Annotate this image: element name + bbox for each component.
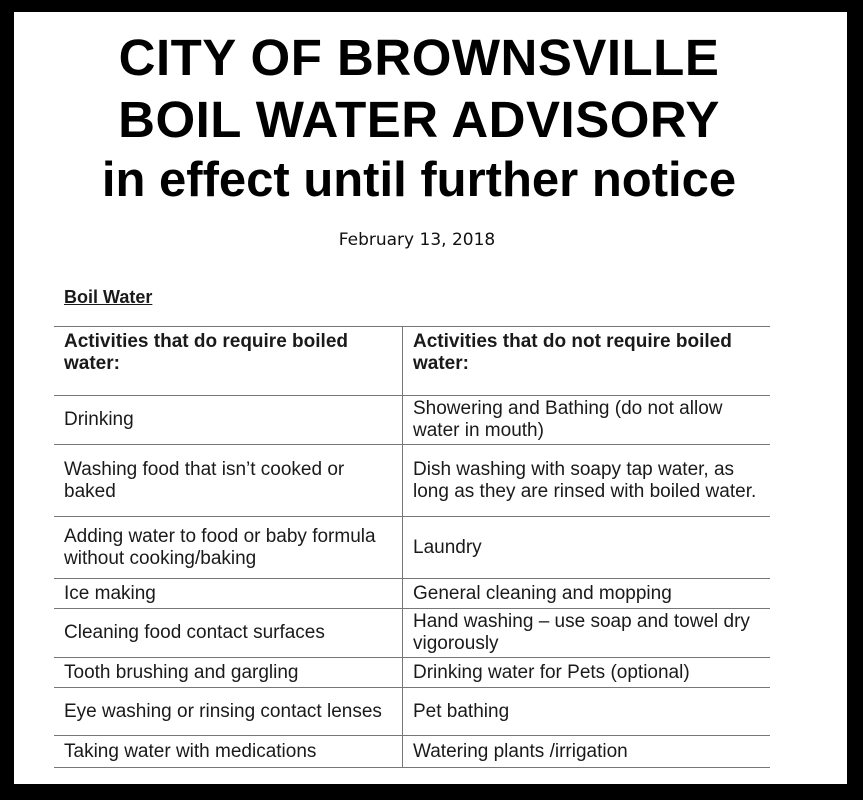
require-boiled-cell: Tooth brushing and gargling (54, 658, 403, 688)
title-line-2: BOIL WATER ADVISORY (118, 91, 720, 148)
not-require-boiled-cell: General cleaning and mopping (403, 579, 771, 609)
header-not-require-boiled: Activities that do not require boiled water: (403, 327, 771, 396)
table-row (54, 396, 770, 445)
notice-date: February 13, 2018 (338, 230, 496, 250)
require-boiled-cell: Drinking (54, 396, 403, 445)
require-boiled-cell: Ice making (54, 579, 403, 609)
table-row (54, 736, 770, 768)
section-title: Boil Water (64, 287, 153, 307)
table-row (54, 609, 770, 658)
require-boiled-cell: Adding water to food or baby formula without cooking/baking (54, 517, 403, 579)
not-require-boiled-cell: Pet bathing (403, 688, 771, 736)
notice-page (14, 12, 847, 784)
require-boiled-cell: Cleaning food contact surfaces (54, 609, 403, 658)
activities-table (54, 326, 770, 768)
not-require-boiled-cell: Dish washing with soapy tap water, as long as they are rinsed with boiled water. (403, 445, 771, 517)
require-boiled-cell: Eye washing or rinsing contact lenses (54, 688, 403, 736)
title-line-1: CITY OF BROWNSVILLE (118, 29, 720, 86)
table-header-row (54, 327, 770, 396)
header-require-boiled: Activities that do require boiled water: (54, 327, 403, 396)
table-row (54, 658, 770, 688)
table-row (54, 517, 770, 579)
require-boiled-cell: Washing food that isn’t cooked or baked (54, 445, 403, 517)
not-require-boiled-cell: Hand washing – use soap and towel dry vigorously (403, 609, 771, 658)
not-require-boiled-cell: Laundry (403, 517, 771, 579)
not-require-boiled-cell: Drinking water for Pets (optional) (403, 658, 771, 688)
table-row (54, 579, 770, 609)
title-line-3: in effect until further notice (101, 153, 737, 207)
require-boiled-cell: Taking water with medications (54, 736, 403, 768)
table-row (54, 688, 770, 736)
not-require-boiled-cell: Showering and Bathing (do not allow water in mouth) (403, 396, 771, 445)
table-row (54, 445, 770, 517)
not-require-boiled-cell: Watering plants /irrigation (403, 736, 771, 768)
